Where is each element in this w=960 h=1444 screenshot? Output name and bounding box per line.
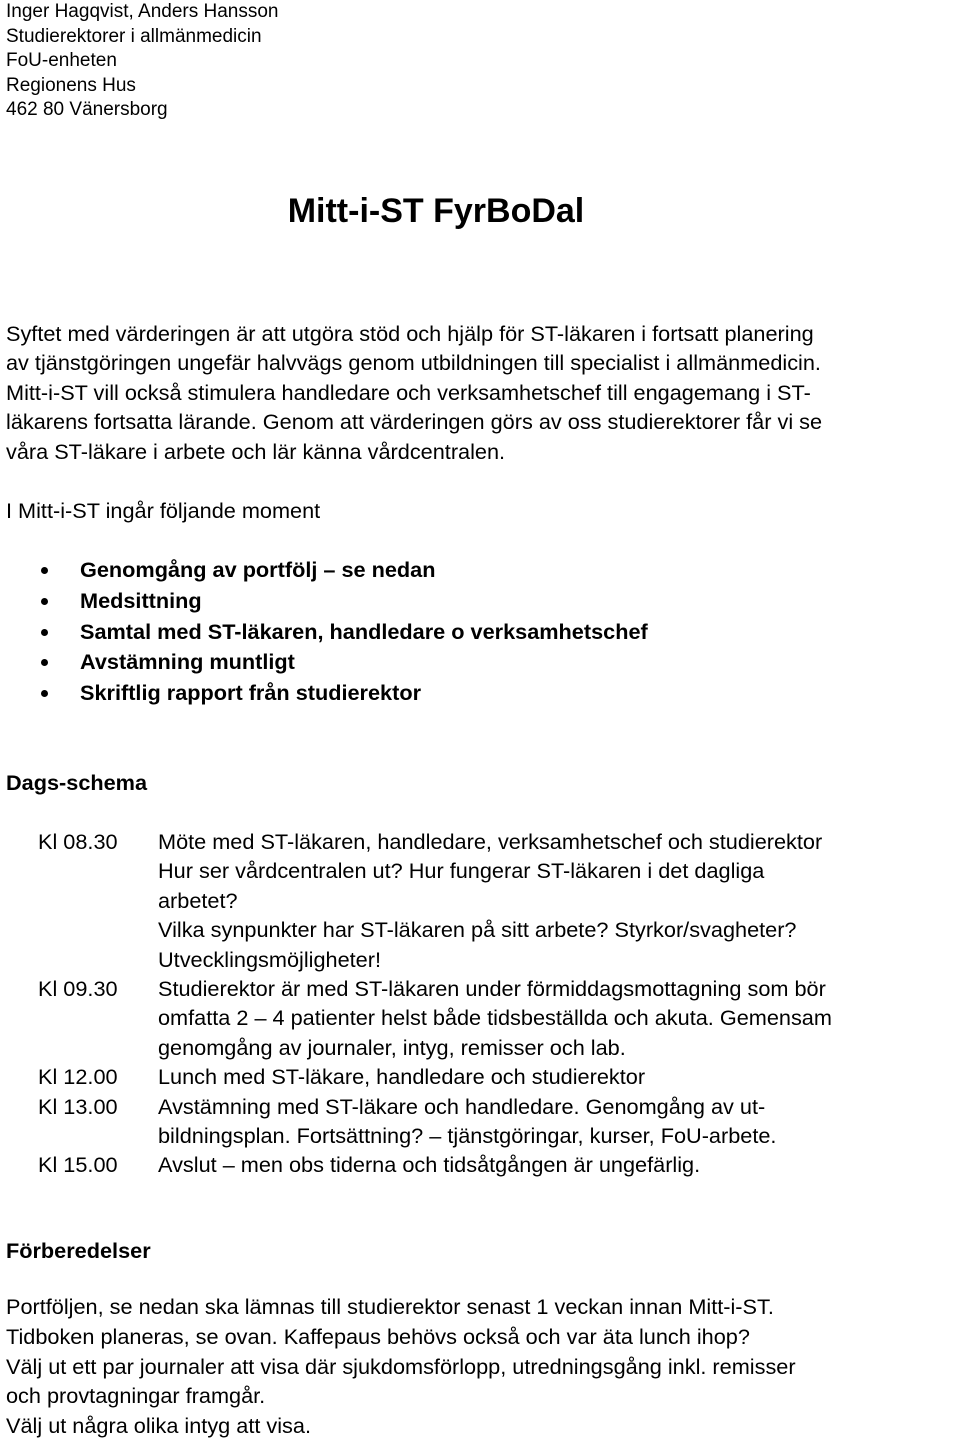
slot-description — [158, 1062, 832, 1091]
list-item — [6, 555, 648, 586]
sender-unit: FoU-enheten — [6, 50, 117, 71]
bullet-icon — [41, 567, 48, 574]
slot-line: bildningsplan. Fortsättning? – tjänstgöringar, kurser, FoU-arbete. — [158, 1123, 777, 1149]
slot-time: Kl 12.00 — [38, 1064, 118, 1090]
preparation-line: Tidboken planeras, se ovan. Kaffepaus behövs också och var äta lunch ihop? — [6, 1323, 750, 1349]
slot-description — [158, 827, 832, 974]
slot-line: Lunch med ST-läkare, handledare och studierektor — [158, 1064, 646, 1090]
schedule-heading: Dags-schema — [6, 770, 148, 795]
sender-postal-address: 462 80 Vänersborg — [6, 99, 168, 120]
list-item-text: Skriftlig rapport från studierektor — [80, 680, 422, 706]
slot-description — [158, 1092, 832, 1151]
preparation-line: Välj ut ett par journaler att visa där sjukdomsförlopp, utredningsgång inkl. remisser — [6, 1353, 796, 1379]
slot-line: Avslut – men obs tiderna och tidsåtgången är ungefärlig. — [158, 1152, 701, 1178]
slot-line: omfatta 2 – 4 patienter helst både tidsbeställda och akuta. Gemensam — [158, 1005, 832, 1031]
list-item — [6, 586, 648, 617]
schedule-slot — [38, 1150, 832, 1179]
slot-line: Hur ser vårdcentralen ut? Hur fungerar ST-läkaren i det dagliga — [158, 858, 765, 884]
preparations-paragraph — [6, 1292, 796, 1441]
slot-line: Möte med ST-läkaren, handledare, verksamhetschef och studierektor — [158, 829, 823, 854]
sender-building: Regionens Hus — [6, 74, 136, 96]
list-item-text: Medsittning — [80, 587, 202, 613]
intro-line: av tjänstgöringen ungefär halvvägs genom utbildningen till specialist i allmänmedicin. — [6, 350, 821, 376]
slot-time: Kl 15.00 — [38, 1152, 118, 1178]
list-item — [6, 678, 648, 709]
bullet-icon — [41, 659, 48, 666]
intro-line: Syftet med värderingen är att utgöra stöd och hjälp för ST-läkaren i fortsatt planering — [6, 321, 814, 346]
slot-line: genomgång av journaler, intyg, remisser och lab. — [158, 1034, 626, 1060]
schedule-slot — [38, 974, 832, 1062]
slot-time: Kl 13.00 — [38, 1093, 118, 1119]
document-title: Mitt-i-ST FyrBoDal — [287, 192, 585, 230]
slot-description — [158, 1150, 832, 1179]
list-item-text: Samtal med ST-läkaren, handledare o verksamhetschef — [80, 618, 648, 644]
bullet-icon — [41, 598, 48, 605]
intro-line: Mitt-i-ST vill också stimulera handledare och verksamhetschef till engagemang i ST- — [6, 379, 811, 405]
list-item — [6, 617, 648, 648]
slot-time: Kl 08.30 — [38, 829, 118, 854]
schedule-list — [38, 827, 832, 1180]
preparation-line: Välj ut några olika intyg att visa. — [6, 1413, 311, 1439]
schedule-slot — [38, 827, 832, 974]
preparations-heading: Förberedelser — [6, 1238, 151, 1263]
moments-list — [6, 555, 648, 709]
slot-line: arbetet? — [158, 887, 238, 913]
slot-description — [158, 974, 832, 1062]
slot-line: Vilka synpunkter har ST-läkaren på sitt arbete? Styrkor/svagheter? — [158, 917, 797, 943]
sender-names: Inger Hagqvist, Anders Hansson — [6, 1, 279, 22]
schedule-slot — [38, 1062, 832, 1091]
intro-paragraph — [6, 319, 951, 466]
slot-line: Studierektor är med ST-läkaren under förmiddagsmottagning som bör — [158, 976, 826, 1002]
schedule-slot — [38, 1092, 832, 1151]
slot-line: Utvecklingsmöjligheter! — [158, 946, 381, 972]
preparation-line: Portföljen, se nedan ska lämnas till studierektor senast 1 veckan innan Mitt-i-ST. — [6, 1294, 774, 1319]
list-item — [6, 647, 648, 678]
list-item-text: Avstämning muntligt — [80, 649, 295, 675]
sender-address-block — [6, 0, 279, 123]
preparation-line: och provtagningar framgår. — [6, 1383, 266, 1409]
bullet-icon — [41, 690, 48, 697]
sender-role: Studierektorer i allmänmedicin — [6, 25, 262, 47]
list-item-text: Genomgång av portfölj – se nedan — [80, 557, 436, 582]
intro-line: läkarens fortsatta lärande. Genom att värderingen görs av oss studierektorer får vi se — [6, 409, 823, 435]
slot-line: Avstämning med ST-läkare och handledare. Genomgång av ut- — [158, 1093, 766, 1119]
intro-line: våra ST-läkare i arbete och lär känna vårdcentralen. — [6, 438, 506, 464]
slot-time: Kl 09.30 — [38, 976, 118, 1002]
moments-lead: I Mitt-i-ST ingår följande moment — [6, 498, 321, 523]
bullet-icon — [41, 629, 48, 636]
